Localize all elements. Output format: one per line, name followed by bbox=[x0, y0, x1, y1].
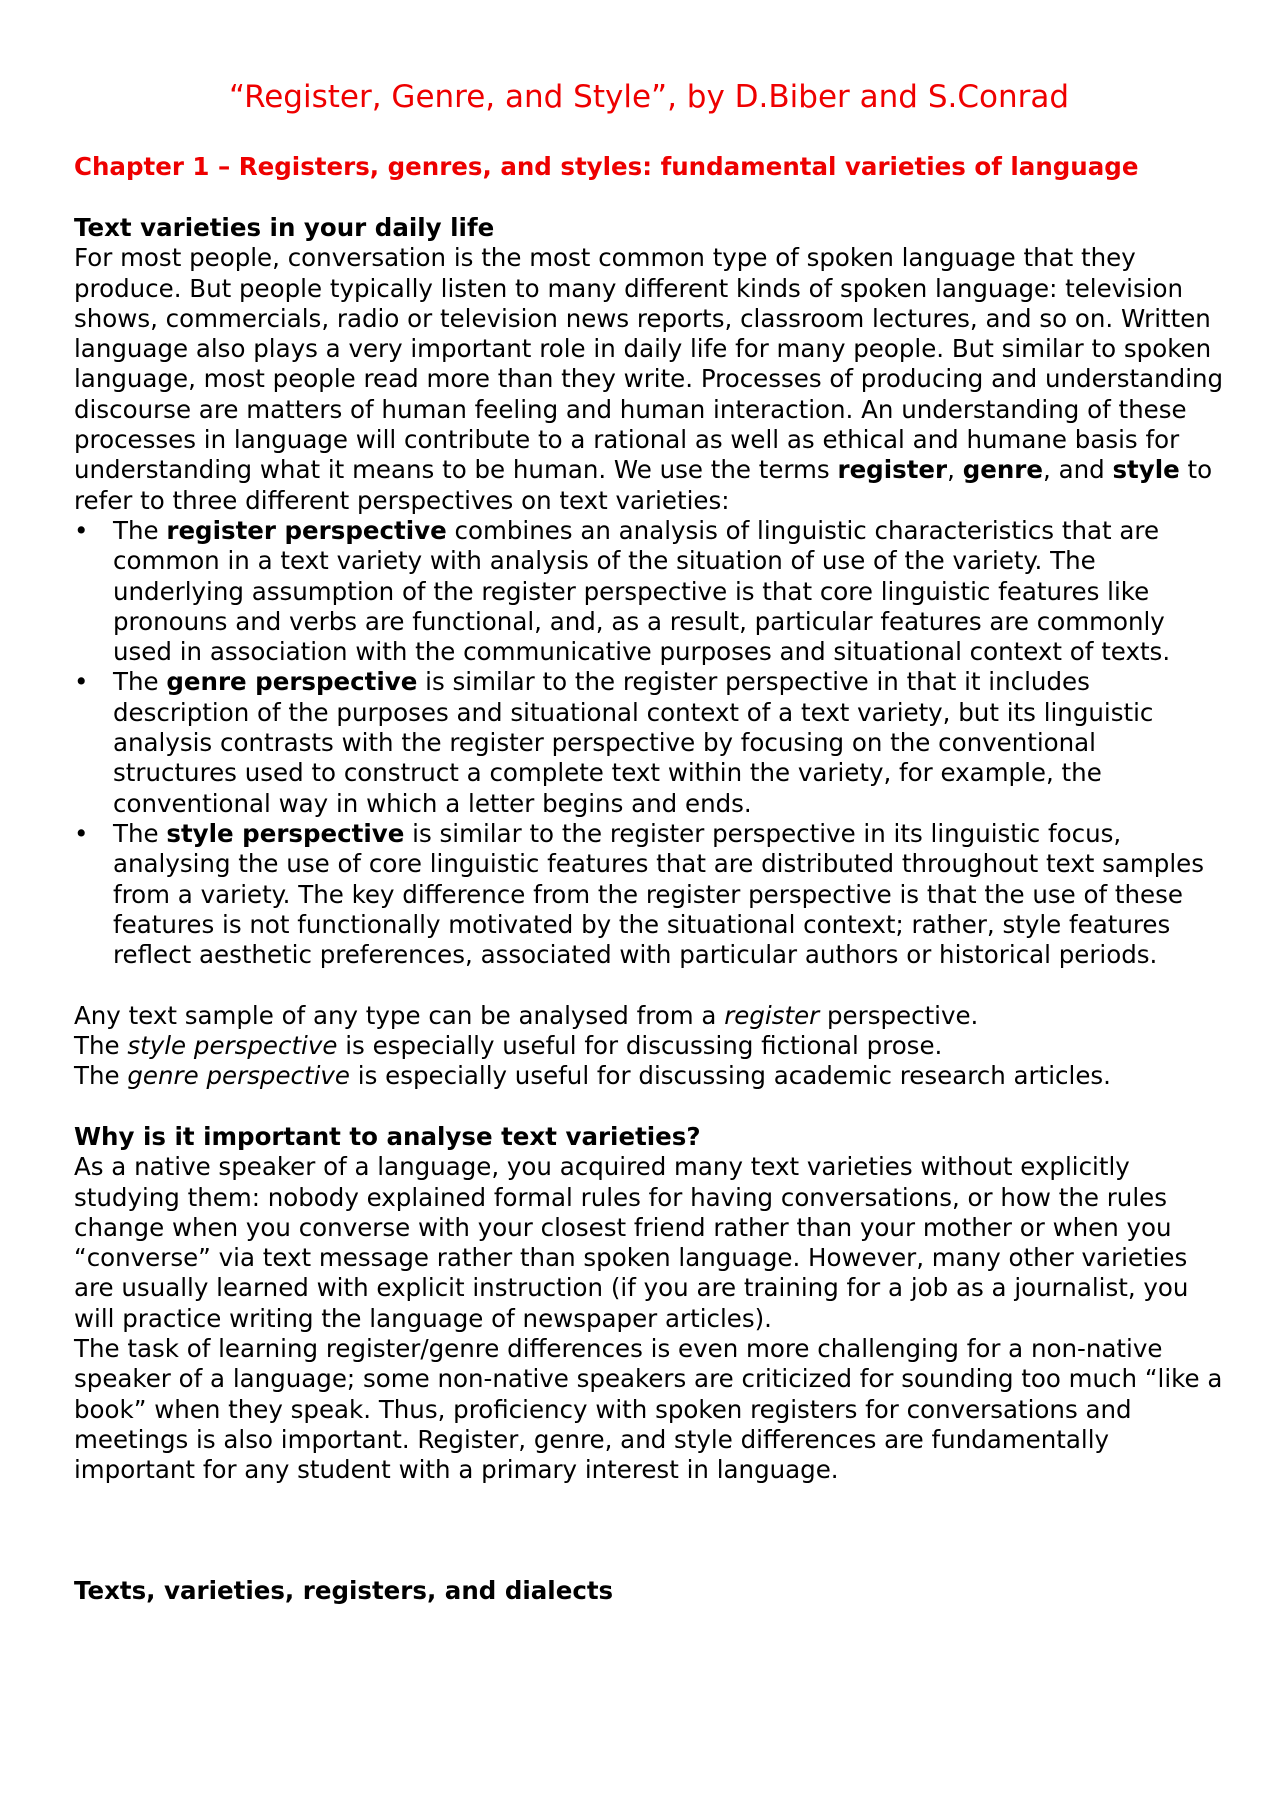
intro-text: For most people, conversation is the most common type of spoken language that they produce. But people typically listen to many different kinds of spoken language: television shows, commercials, radio or television news reports, classroom lectures, and so on. Written language also plays a very important role in daily life for many people. But similar to spoken language, most people read more than they write. Processes of producing and understanding discourse are matters of human feeling and human interaction. An understanding of these processes in language will contribute to a rational as well as ethical and humane basis for understanding what it means to be human. We use the terms bbox=[74, 243, 1224, 485]
bullet-icon: • bbox=[74, 515, 89, 545]
summary-line bbox=[74, 1001, 1224, 1031]
summary-text: Any text sample of any type can be analysed from a bbox=[74, 1000, 725, 1030]
section-why-analyse bbox=[74, 1122, 1224, 1486]
section-heading-text-varieties: Text varieties in your daily life bbox=[74, 213, 495, 242]
perspective-list bbox=[74, 516, 1224, 970]
bullet-icon: • bbox=[74, 667, 89, 697]
summary-emphasis: register bbox=[724, 1000, 820, 1030]
summary-text: perspective. bbox=[819, 1000, 979, 1030]
spacer bbox=[74, 1485, 1224, 1576]
list-item-term: genre perspective bbox=[166, 667, 418, 697]
term-genre: genre bbox=[962, 455, 1043, 485]
section-heading-texts-varieties: Texts, varieties, registers, and dialects bbox=[74, 1576, 614, 1606]
list-item-style-perspective bbox=[74, 819, 1224, 970]
term-separator: , and bbox=[1043, 455, 1113, 485]
summary-line bbox=[74, 1031, 1224, 1061]
section-heading-why-analyse: Why is it important to analyse text varieties? bbox=[74, 1121, 701, 1151]
section-texts-varieties bbox=[74, 1576, 1224, 1606]
summary-emphasis: genre perspective bbox=[127, 1061, 350, 1091]
term-style: style bbox=[1112, 455, 1180, 485]
list-item-text: is similar to the register perspective in its linguistic focus, analysing the use of core linguistic features that are distributed throughout text samples from a variety. The key difference from the register perspective is that the use of these features is not functionally motivated by the situational context; rather, style features reflect aesthetic preferences, associated with particular authors or historical periods. bbox=[113, 818, 1204, 970]
intro-end-text: to refer to three different perspectives on text varieties: bbox=[74, 455, 1213, 515]
list-item-text: combines an analysis of linguistic characteristics that are common in a text variety with analysis of the situation of use of the variety. The underlying assumption of the register perspective is that core linguistic features like pronouns and verbs are functional, and, as a result, particular features are commonly used in association with the communicative purposes and situational context of texts. bbox=[113, 515, 1171, 667]
list-item-lead: The bbox=[113, 667, 167, 697]
list-item-term: register perspective bbox=[166, 515, 447, 545]
term-register: register bbox=[837, 455, 948, 485]
summary-text: The bbox=[74, 1061, 128, 1091]
list-item-term: style perspective bbox=[166, 818, 405, 848]
chapter-title: Chapter 1 – Registers, genres, and styles: fundamental varieties of language bbox=[74, 152, 1139, 181]
summary-line bbox=[74, 1061, 1224, 1091]
list-item-lead: The bbox=[113, 515, 167, 545]
bullet-icon: • bbox=[74, 818, 89, 848]
intro-paragraph bbox=[74, 243, 1224, 516]
term-separator: , bbox=[947, 455, 963, 485]
summary-text: The bbox=[74, 1031, 128, 1061]
summary-emphasis: style perspective bbox=[127, 1031, 338, 1061]
list-item-register-perspective bbox=[74, 516, 1224, 667]
list-item-genre-perspective bbox=[74, 667, 1224, 818]
paragraph: As a native speaker of a language, you acquired many text varieties without explicitly studying them: nobody explained formal rules for having conversations, or how the rules change when you converse with your closest friend rather than your mother or when you “converse” via text message rather than spoken language. However, many other varieties are usually learned with explicit instruction (if you are training for a job as a journalist, you will practice writing the language of newspaper articles). bbox=[74, 1152, 1189, 1333]
spacer bbox=[74, 1092, 1224, 1122]
section-text-varieties bbox=[74, 213, 1224, 1092]
list-item-lead: The bbox=[113, 818, 167, 848]
document-title: “Register, Genre, and Style”, by D.Biber and S.Conrad bbox=[228, 79, 1070, 115]
list-item-text: is similar to the register perspective in that it includes description of the purposes and situational context of a text variety, but its linguistic analysis contrasts with the register perspective by focusing on the conventional structures used to construct a complete text within the variety, for example, the conventional way in which a letter begins and ends. bbox=[113, 667, 1154, 818]
spacer bbox=[74, 970, 1224, 1000]
paragraph: The task of learning register/genre differences is even more challenging for a non-native speaker of a language; some non-native speakers are criticized for sounding too much “like a book” when they speak. Thus, proficiency with spoken registers for conversations and meetings is also important. Register, genre, and style differences are fundamentally important for any student with a primary interest in language. bbox=[74, 1333, 1223, 1485]
summary-text: is especially useful for discussing fictional prose. bbox=[337, 1031, 943, 1061]
document-body bbox=[74, 213, 1224, 1607]
summary-text: is especially useful for discussing academic research articles. bbox=[350, 1061, 1111, 1091]
